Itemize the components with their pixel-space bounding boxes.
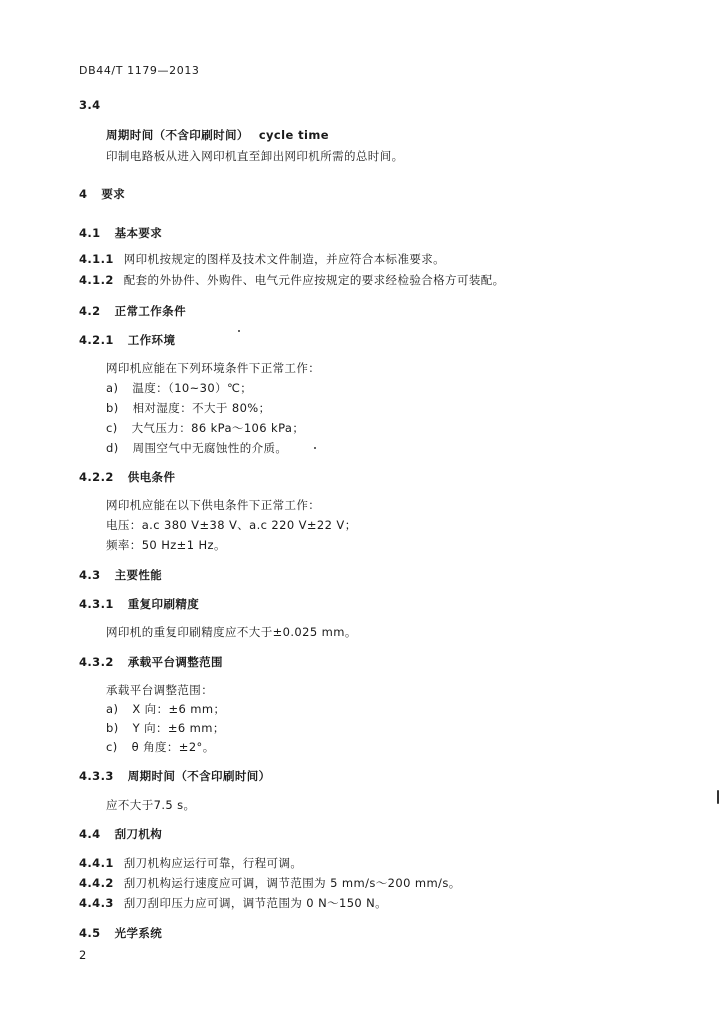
section-number: 4.3	[79, 568, 101, 582]
section-number: 4.2.2	[79, 470, 114, 484]
list-label: d)	[106, 441, 119, 455]
clause-4-4-3	[79, 896, 387, 910]
clause-text: 刮刀刮印压力应可调，调节范围为 0 N～150 N。	[123, 896, 388, 910]
section-number: 4.3.2	[79, 655, 114, 669]
list-label: a)	[106, 702, 119, 716]
list-text: θ 角度：±2°。	[131, 740, 215, 754]
clause-number: 4.4.2	[79, 876, 114, 890]
clause-4-4-1	[79, 856, 302, 870]
list-label: c)	[106, 421, 118, 435]
clause-number: 4.1.1	[79, 252, 114, 266]
power-intro: 网印机应能在以下供电条件下正常工作：	[106, 498, 321, 512]
section-number: 4.5	[79, 926, 101, 940]
list-item	[106, 421, 304, 435]
doc-code: DB44/T 1179—2013	[79, 64, 200, 77]
section-4-2-2-heading	[79, 470, 175, 484]
clause-4-1-1	[79, 252, 445, 266]
section-number: 4.3.1	[79, 597, 114, 611]
term-heading	[106, 128, 329, 142]
clause-number: 4.1.2	[79, 273, 114, 287]
list-item	[106, 740, 215, 754]
list-label: c)	[106, 740, 118, 754]
clause-4-1-2	[79, 273, 505, 287]
section-4-3-1-heading	[79, 597, 199, 611]
term-definition: 印制电路板从进入网印机直至卸出网印机所需的总时间。	[106, 149, 404, 163]
clause-4-4-2	[79, 876, 461, 890]
list-text: 周围空气中无腐蚀性的介质。	[132, 441, 288, 455]
power-frequency: 频率：50 Hz±1 Hz。	[106, 538, 226, 552]
term-en: cycle time	[258, 128, 329, 142]
section-title: 主要性能	[114, 568, 163, 582]
section-4-2-1-heading	[79, 333, 175, 347]
list-text: 相对湿度：不大于 80%；	[132, 401, 271, 415]
repeat-accuracy-text: 网印机的重复印刷精度应不大于±0.025 mm。	[106, 625, 357, 639]
term-zh: 周期时间（不含印刷时间）	[106, 128, 249, 142]
list-text: 大气压力：86 kPa～106 kPa；	[131, 421, 305, 435]
clause-number: 4.4.1	[79, 856, 114, 870]
list-item	[106, 721, 225, 735]
list-label: b)	[106, 721, 119, 735]
clause-text: 网印机按规定的图样及技术文件制造，并应符合本标准要求。	[123, 252, 446, 266]
clause-text: 刮刀机构运行速度应可调，调节范围为 5 mm/s～200 mm/s。	[123, 876, 461, 890]
list-item	[106, 381, 252, 395]
list-item	[106, 401, 271, 415]
section-title: 刮刀机构	[114, 827, 163, 841]
section-number: 4.2.1	[79, 333, 114, 347]
scan-speck	[717, 790, 719, 804]
section-4-2-heading	[79, 304, 186, 318]
section-title: 承载平台调整范围	[127, 655, 223, 669]
list-text: X 向：±6 mm；	[132, 702, 226, 716]
section-number: 4.2	[79, 304, 101, 318]
clause-number: 4.4.3	[79, 896, 114, 910]
platform-intro: 承载平台调整范围：	[106, 683, 214, 697]
section-4-3-3-heading	[79, 769, 271, 783]
power-voltage: 电压：a.c 380 V±38 V、a.c 220 V±22 V；	[106, 518, 357, 532]
section-3-4-number: 3.4	[79, 98, 101, 112]
section-title: 重复印刷精度	[127, 597, 200, 611]
section-title: 光学系统	[114, 926, 163, 940]
list-text: Y 向：±6 mm；	[132, 721, 225, 735]
scan-speck	[314, 447, 316, 449]
section-title: 要求	[101, 187, 126, 201]
section-4-4-heading	[79, 827, 162, 841]
scan-speck	[238, 330, 240, 332]
section-title: 正常工作条件	[114, 304, 186, 318]
section-number: 4.4	[79, 827, 101, 841]
environment-intro: 网印机应能在下列环境条件下正常工作：	[106, 361, 321, 375]
section-title: 基本要求	[114, 226, 163, 240]
section-4-1-heading	[79, 226, 162, 240]
list-item	[106, 702, 225, 716]
section-4-heading	[79, 187, 125, 201]
section-number: 4.3.3	[79, 769, 114, 783]
cycle-time-text: 应不大于7.5 s。	[106, 798, 196, 812]
section-4-5-heading	[79, 926, 162, 940]
section-title: 周期时间（不含印刷时间）	[127, 769, 271, 783]
list-label: b)	[106, 401, 119, 415]
list-item	[106, 441, 287, 455]
clause-text: 刮刀机构应运行可靠，行程可调。	[123, 856, 303, 870]
clause-text: 配套的外协件、外购件、电气元件应按规定的要求经检验合格方可装配。	[123, 273, 505, 287]
list-label: a)	[106, 381, 119, 395]
section-4-3-heading	[79, 568, 162, 582]
section-4-3-2-heading	[79, 655, 223, 669]
page-number: 2	[79, 948, 87, 962]
section-title: 工作环境	[127, 333, 176, 347]
section-title: 供电条件	[127, 470, 176, 484]
list-text: 温度：（10~30）℃；	[132, 381, 253, 395]
section-number: 4.1	[79, 226, 101, 240]
section-number: 4	[79, 187, 88, 201]
